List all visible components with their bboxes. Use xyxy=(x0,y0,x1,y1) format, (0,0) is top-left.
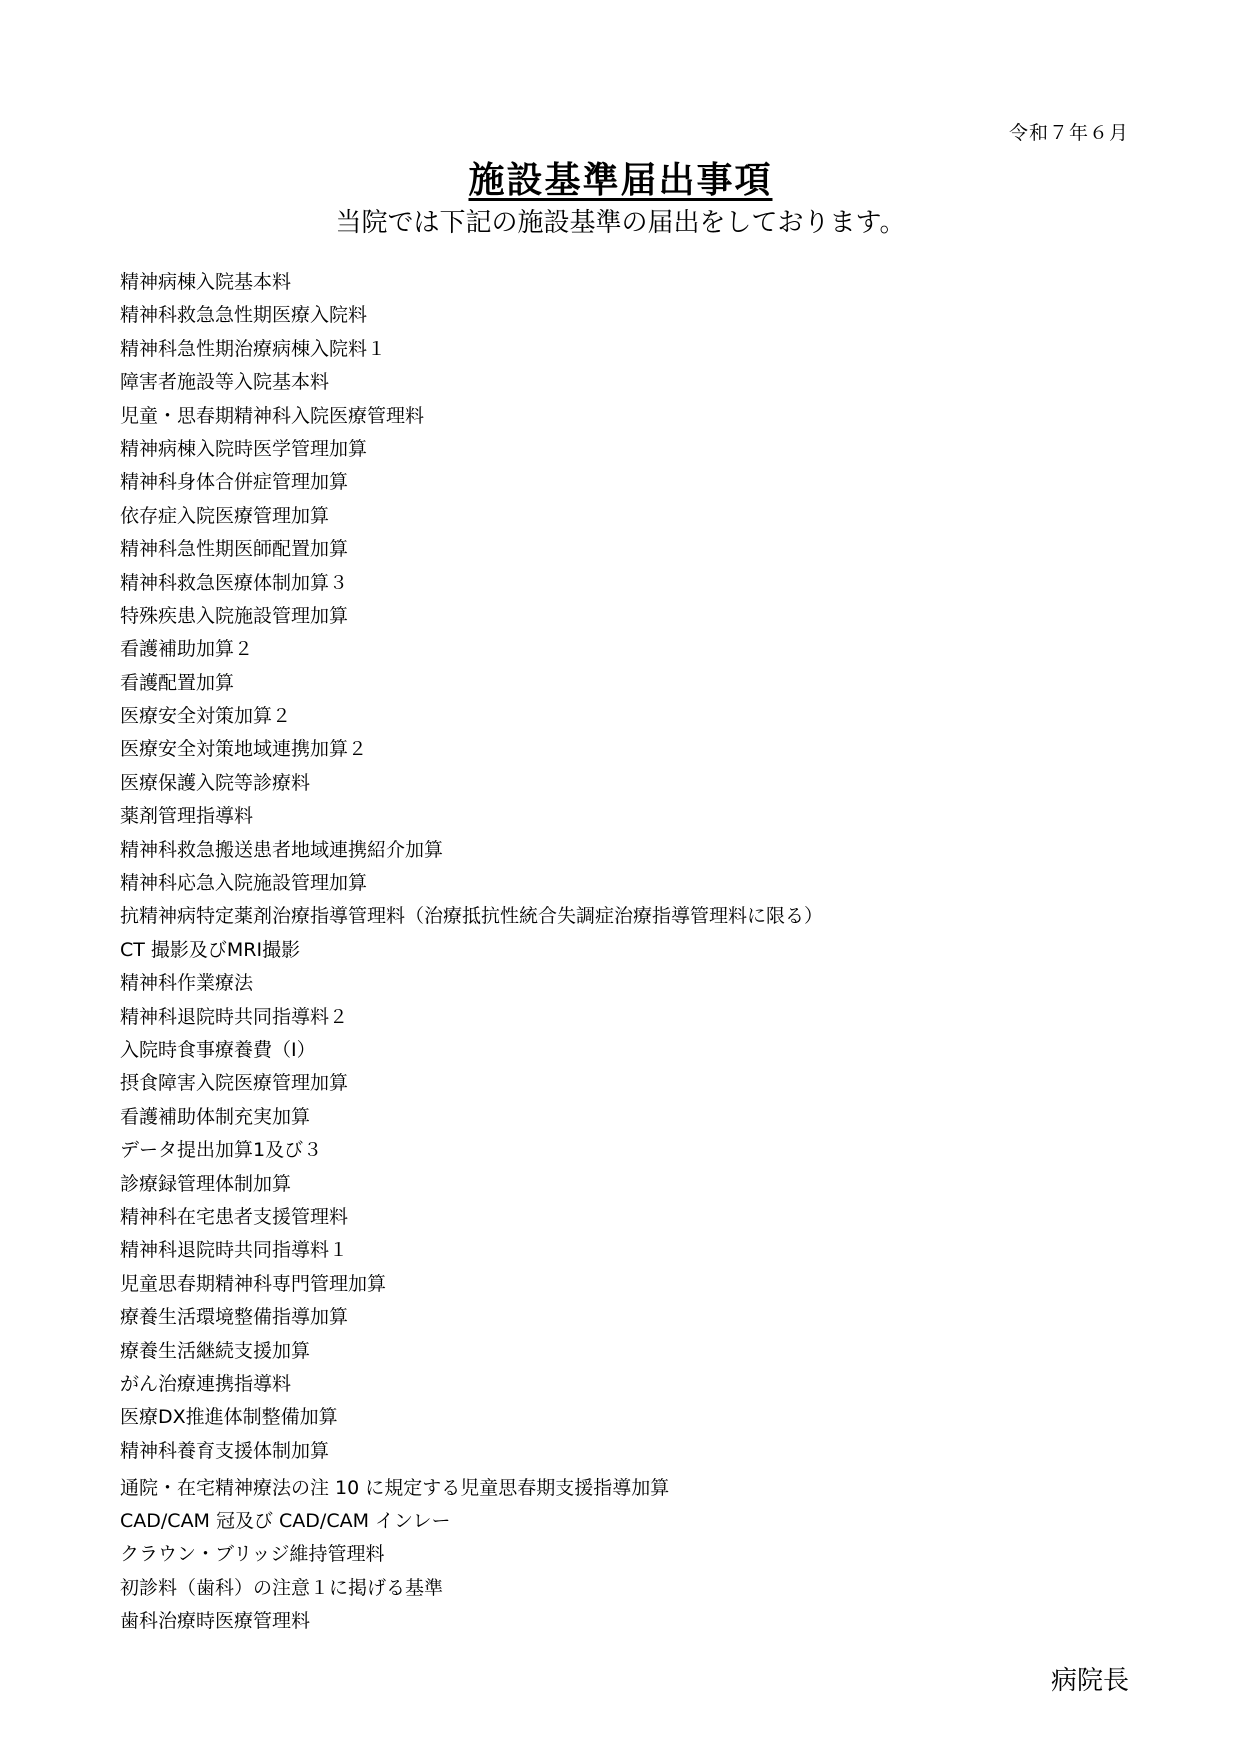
issue-date: 令和７年６月 xyxy=(1008,122,1129,144)
list-item: 精神科応急入院施設管理加算 xyxy=(120,872,368,895)
list-item: 精神科在宅患者支援管理料 xyxy=(120,1205,349,1228)
list-item: 療養生活継続支援加算 xyxy=(120,1339,311,1362)
list-item: がん治療連携指導料 xyxy=(120,1372,292,1395)
list-item: 医療安全対策地域連携加算２ xyxy=(120,738,368,761)
list-item: 児童思春期精神科専門管理加算 xyxy=(120,1272,387,1295)
list-item: 医療保護入院等診療料 xyxy=(120,771,311,794)
list-item: 通院・在宅精神療法の注 10 に規定する児童思春期支援指導加算 xyxy=(120,1477,670,1500)
list-item: 薬剤管理指導料 xyxy=(120,805,254,828)
list-item: 看護補助加算２ xyxy=(120,638,254,661)
list-item: 精神科救急搬送患者地域連携紹介加算 xyxy=(120,838,444,861)
list-item: 抗精神病特定薬剤治療指導管理料（治療抵抗性統合失調症治療指導管理料に限る） xyxy=(120,905,824,928)
list-item: 精神科退院時共同指導料１ xyxy=(120,1239,349,1262)
list-item: 児童・思春期精神科入院医療管理料 xyxy=(120,404,425,427)
list-item: 看護配置加算 xyxy=(120,671,235,694)
list-item: 精神科作業療法 xyxy=(120,972,254,995)
document-subtitle: 当院では下記の施設基準の届出をしております。 xyxy=(335,208,906,238)
list-item: CAD/CAM 冠及び CAD/CAM インレー xyxy=(120,1510,451,1533)
list-item: 診療録管理体制加算 xyxy=(120,1172,292,1195)
list-item: 依存症入院医療管理加算 xyxy=(120,504,330,527)
list-item: 精神科救急急性期医療入院料 xyxy=(120,304,368,327)
list-item: 医療DX推進体制整備加算 xyxy=(120,1406,338,1429)
list-item: 精神科身体合併症管理加算 xyxy=(120,471,349,494)
list-item: CT 撮影及びMRI撮影 xyxy=(120,938,301,961)
list-item: 医療安全対策加算２ xyxy=(120,705,292,728)
list-item: 精神科急性期治療病棟入院料１ xyxy=(120,337,387,360)
list-item: 初診料（歯科）の注意１に掲げる基準 xyxy=(120,1576,444,1599)
list-item: 入院時食事療養費（Ⅰ） xyxy=(120,1038,316,1061)
list-item: 歯科治療時医療管理料 xyxy=(120,1610,311,1633)
document-title xyxy=(0,152,1241,203)
list-item: 精神病棟入院時医学管理加算 xyxy=(120,437,368,460)
list-item: 療養生活環境整備指導加算 xyxy=(120,1306,349,1329)
list-item: 看護補助体制充実加算 xyxy=(120,1105,311,1128)
signature: 病院長 xyxy=(1050,1666,1129,1696)
facility-standards-list xyxy=(120,266,823,1639)
list-item: 精神病棟入院基本料 xyxy=(120,271,292,293)
list-item: 精神科養育支援体制加算 xyxy=(120,1439,330,1462)
list-item: 障害者施設等入院基本料 xyxy=(120,371,330,394)
document-title-text: 施設基準届出事項 xyxy=(468,160,773,201)
list-item: 摂食障害入院医療管理加算 xyxy=(120,1072,349,1095)
list-item: 精神科退院時共同指導料２ xyxy=(120,1005,349,1028)
list-item: 精神科救急医療体制加算３ xyxy=(120,571,349,594)
list-item: データ提出加算1及び３ xyxy=(120,1139,323,1162)
list-item: 特殊疾患入院施設管理加算 xyxy=(120,604,349,627)
list-item: クラウン・ブリッジ維持管理料 xyxy=(120,1543,385,1566)
list-item: 精神科急性期医師配置加算 xyxy=(120,538,349,561)
